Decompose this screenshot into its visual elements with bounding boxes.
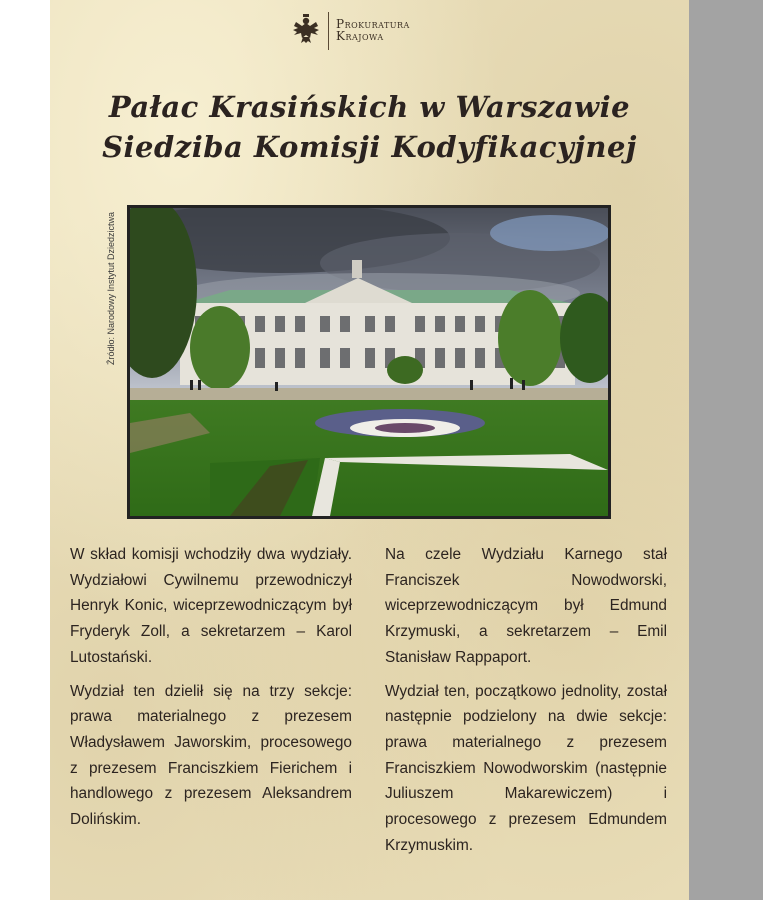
paragraph: Wydział ten dzielił się na trzy sekcje: prawa materialnego z prezesem Władysławem Jaworskim, procesowego z prezesem Franciszkiem Fierichem i handlowego z prezesem Aleksandrem Dolińskim.	[70, 682, 352, 829]
paragraph: Wydział ten, początkowo jednolity, został następnie podzielony na dwie sekcje: prawa materialnego z prezesem Franciszkiem Nowodworskim (następnie Juliuszem Makarewiczem) i procesowego z prezesem Edmundem Krzymuskim.	[385, 682, 667, 854]
viewer-left-margin	[0, 0, 50, 900]
palace-photo-frame	[127, 205, 611, 519]
title-line-2: Siedziba Komisji Kodyfikacyjnej	[102, 130, 637, 164]
logo-text	[336, 18, 410, 42]
org-name-line1: Prokuratura	[336, 17, 410, 31]
photo-credit: Źródło: Narodowy Instytut Dziedzictwa	[106, 211, 116, 365]
paragraph: Na czele Wydziału Karnego stał Franciszek Nowodworski, wiceprzewodniczącym był Edmund Krzymuski, a sekretarzem – Emil Stanisław Rappaport.	[385, 546, 667, 666]
eagle-emblem-icon	[292, 14, 320, 44]
palace-photo	[130, 208, 608, 516]
paragraph: W skład komisji wchodziły dwa wydziały. Wydziałowi Cywilnemu przewodniczył Henryk Konic, wiceprzewodniczącym był Fryderyk Zoll, a sekretarzem – Karol Lutostański.	[70, 546, 352, 666]
text-column-left	[70, 542, 352, 841]
text-column-right	[385, 542, 667, 866]
viewer-background	[689, 0, 763, 900]
org-name-line2: Krajowa	[336, 29, 384, 43]
document-page	[50, 0, 689, 900]
title-line-1: Pałac Krasińskich w Warszawie	[108, 90, 631, 124]
logo-divider	[328, 12, 329, 50]
